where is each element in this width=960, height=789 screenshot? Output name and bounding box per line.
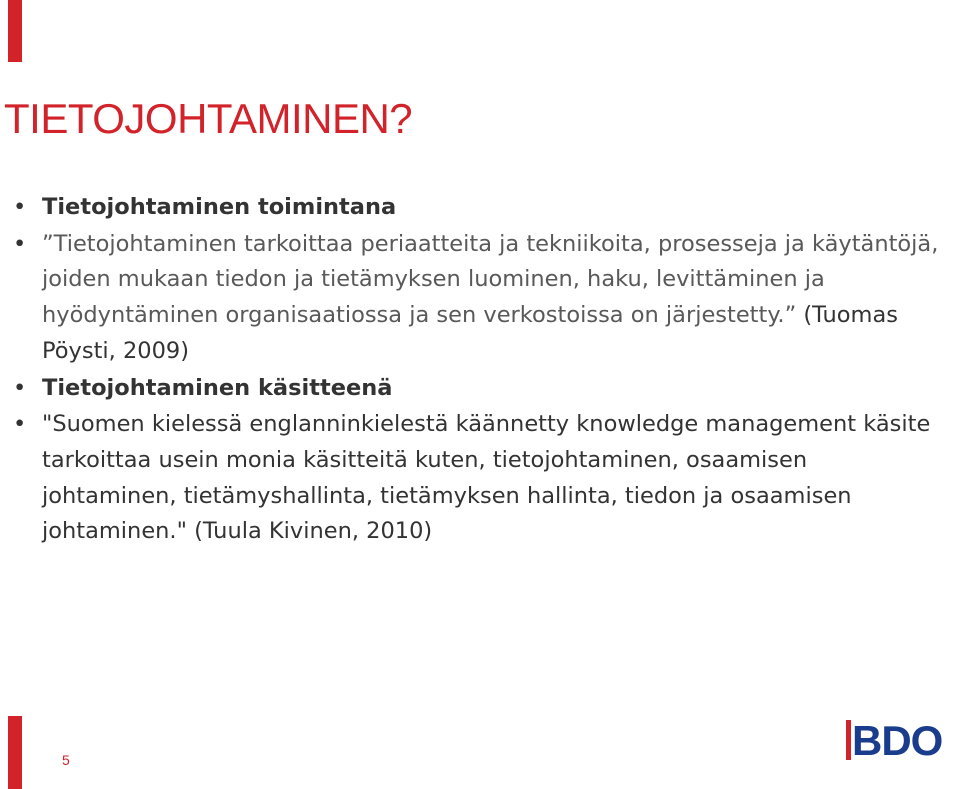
quote-text: ”Tietojohtaminen tarkoittaa periaatteita ja tekniikoita, prosesseja ja käytäntöjä, joiden mukaan tiedon ja tietämyksen luominen, haku, levittäminen ja hyödyntäminen organisaatiossa ja sen verkostoissa on järjestetty.” [42,230,939,329]
bullet-heading: Tietojohtaminen käsitteenä [42,374,393,401]
bullet-item [0,190,940,226]
bullet-item [0,371,940,407]
bdo-logo [846,716,958,764]
bullet-quote: "Suomen kielessä englanninkielestä käännetty knowledge management käsite tarkoittaa usein monia käsitteitä kuten, tietojohtaminen, osaamisen johtaminen, tietämyshallinta, tietämyksen hallinta, tiedon ja osaamisen johtaminen." (Tuula Kivinen, 2010) [42,411,931,545]
bullet-dot-icon: • [13,411,27,438]
slide-title: TIETOJOHTAMINEN? [4,95,413,142]
bullet-list [0,190,940,550]
bullet-dot-icon: • [13,230,27,257]
bullet-quote [42,231,938,364]
page-number: 5 [62,752,70,768]
bullet-heading: Tietojohtaminen toimintana [42,194,397,220]
bullet-dot-icon: • [13,194,27,220]
bdo-logo-bar [846,720,851,760]
bullet-item [0,407,940,550]
quote-citation: (Tuomas Pöysti, 2009) [42,302,898,364]
bdo-logo-text: BDO [852,717,943,764]
accent-bar-top [8,0,22,62]
accent-bar-bottom [8,716,22,789]
bullet-item [0,227,940,370]
bullet-dot-icon: • [13,374,27,401]
